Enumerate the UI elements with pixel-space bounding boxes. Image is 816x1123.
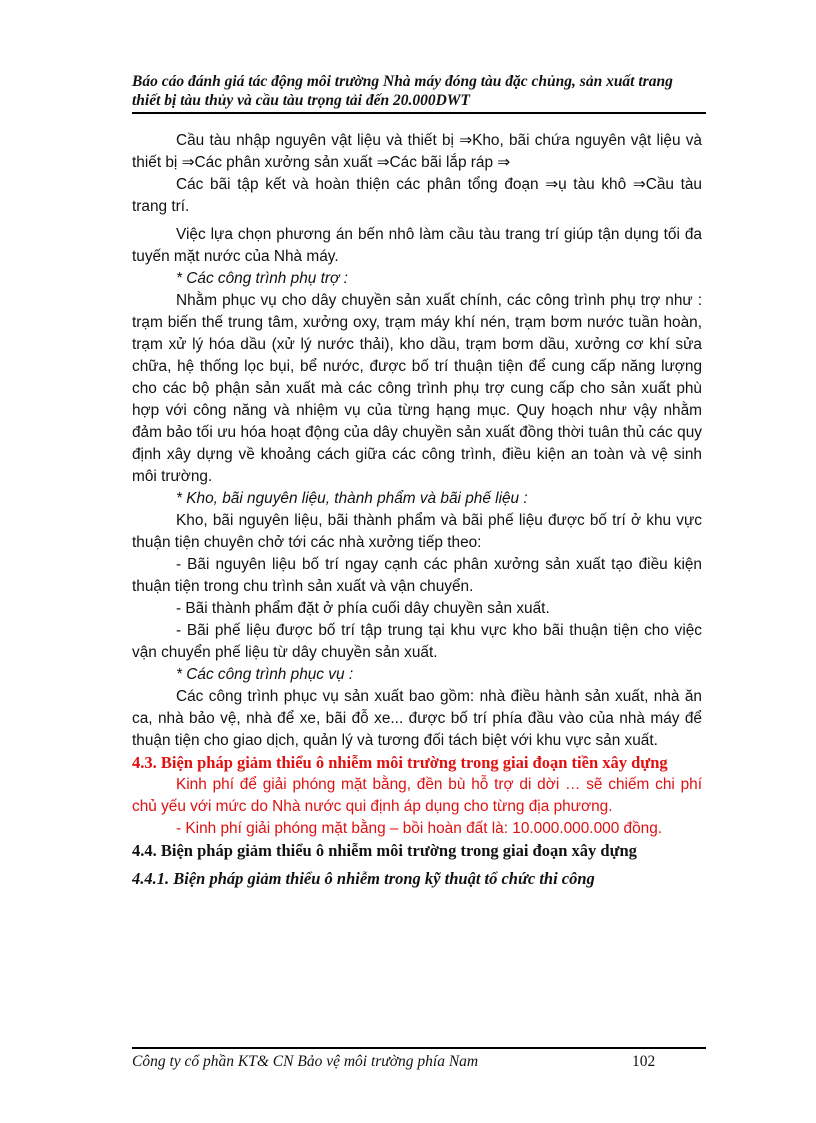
service-works-heading: * Các công trình phục vụ : [176, 666, 354, 683]
flow-paragraph-1: Cầu tàu nhập nguyên vật liệu và thiết bị ⇒Kho, bãi chứa nguyên vật liệu và thiết bị ⇒Các phân xưởng sản xuất ⇒Các bãi lắp ráp ⇒ [132, 132, 702, 171]
service-works-paragraph: Các công trình phục vụ sản xuất bao gồm: nhà điều hành sản xuất, nhà ăn ca, nhà bảo vệ, nhà để xe, bãi đỗ xe... được bố trí phía đầu vào của nhà máy để thuận tiện cho giao dịch, quản lý và tương đối tách biệt với khu vực sản xuất. [132, 688, 702, 749]
page-number: 102 [632, 1053, 656, 1070]
section-4-3-heading: 4.3. Biện pháp giảm thiểu ô nhiễm môi trường trong giai đoạn tiền xây dựng [132, 753, 668, 772]
document-body [132, 130, 702, 890]
section-4-3-item: - Kinh phí giải phóng mặt bằng – bồi hoàn đất là: 10.000.000.000 đồng. [176, 820, 663, 837]
flow-paragraph-2: Các bãi tập kết và hoàn thiện các phân tổng đoạn ⇒ụ tàu khô ⇒Cầu tàu trang trí. [132, 176, 702, 215]
aux-works-heading: * Các công trình phụ trợ : [176, 270, 348, 287]
footer-company: Công ty cổ phần KT& CN Bảo vệ môi trường phía Nam [132, 1053, 479, 1070]
storage-heading: * Kho, bãi nguyên liệu, thành phẩm và bãi phế liệu : [176, 490, 528, 507]
section-4-4-heading: 4.4. Biện pháp giảm thiểu ô nhiễm môi trường trong giai đoạn xây dựng [132, 841, 637, 860]
header-line-1: Báo cáo đánh giá tác động môi trường Nhà máy đóng tàu đặc chủng, sản xuất trang [132, 73, 673, 90]
section-4-4-1-heading: 4.4.1. Biện pháp giảm thiểu ô nhiễm trong kỹ thuật tổ chức thi công [132, 869, 595, 888]
footer-rule [132, 1047, 706, 1049]
storage-paragraph: Kho, bãi nguyên liệu, bãi thành phẩm và bãi phế liệu được bố trí ở khu vực thuận tiện chuyên chở tới các nhà xưởng tiếp theo: [132, 512, 702, 551]
storage-item-2: - Bãi thành phẩm đặt ở phía cuối dây chuyền sản xuất. [176, 600, 550, 617]
header-line-2: thiết bị tàu thủy và cầu tàu trọng tải đến 20.000DWT [132, 92, 471, 109]
section-4-3-paragraph: Kinh phí để giải phóng mặt bằng, đền bù hỗ trợ di dời … sẽ chiếm chi phí chủ yếu với mức do Nhà nước qui định áp dụng cho từng địa phương. [132, 776, 702, 815]
storage-item-3: - Bãi phế liệu được bố trí tập trung tại khu vực kho bãi thuận tiện cho việc vận chuyển phế liệu từ dây chuyền sản xuất. [132, 622, 702, 661]
choice-paragraph: Việc lựa chọn phương án bến nhô làm cầu tàu trang trí giúp tận dụng tối đa tuyến mặt nước của Nhà máy. [132, 226, 702, 265]
storage-item-1: - Bãi nguyên liệu bố trí ngay cạnh các phân xưởng sản xuất tạo điều kiện thuận tiện trong chu trình sản xuất và vận chuyển. [132, 556, 702, 595]
header-rule [132, 112, 706, 114]
page-header [132, 72, 706, 110]
aux-works-paragraph: Nhằm phục vụ cho dây chuyền sản xuất chính, các công trình phụ trợ như : trạm biến thế trung tâm, xưởng oxy, trạm máy khí nén, trạm bơm nước tuần hoàn, trạm xử lý hóa dầu (xử lý nước thải), kho dầu, trạm bơm dầu, xưởng cơ khí sửa chữa, hệ thống lọc bụi, bể nước, được bố trí thuận tiện để cung cấp năng lượng cho các bộ phận sản xuất mà các công trình phụ trợ cung cấp cho sản xuất phù hợp với công năng và nhiệm vụ của từng hạng mục. Quy hoạch như vậy nhằm đảm bảo tối ưu hóa hoạt động của dây chuyền sản xuất đồng thời tuân thủ các quy định xây dựng về khoảng cách giữa các công trình, điều kiện an toàn và vệ sinh môi trường. [132, 292, 702, 485]
